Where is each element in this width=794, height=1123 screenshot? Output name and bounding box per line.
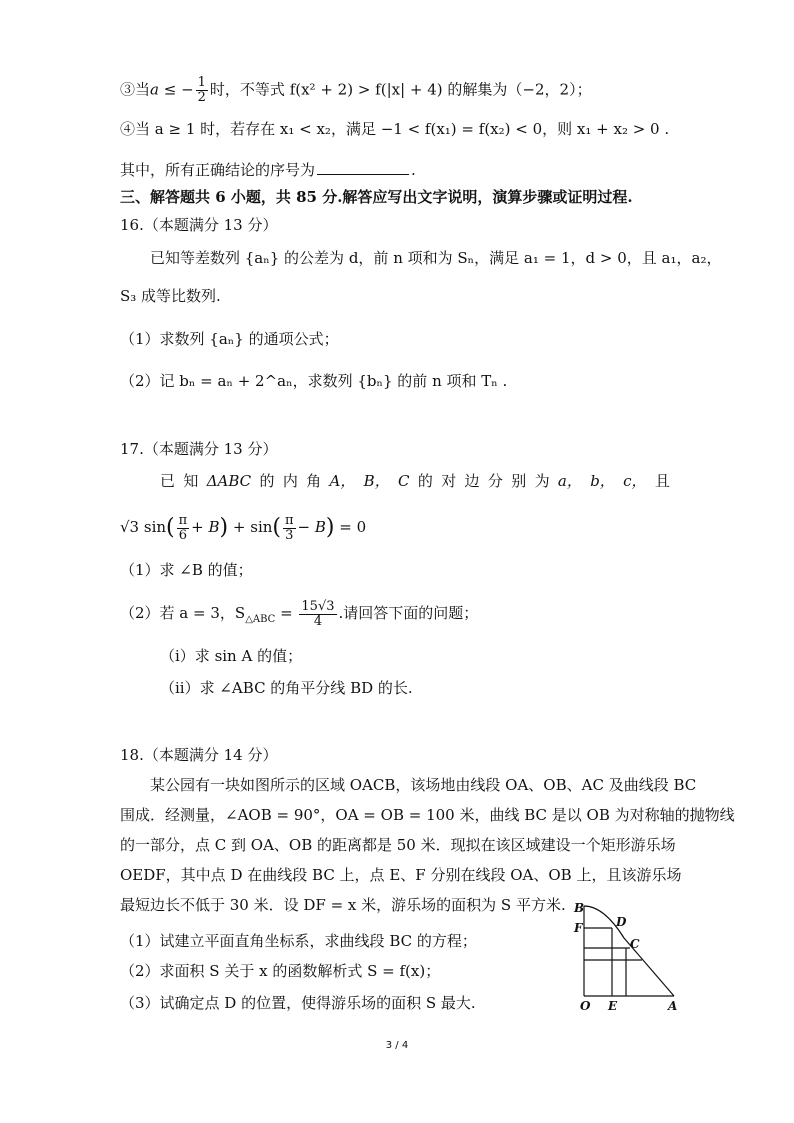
q18-para-line5: 最短边长不低于 30 米．设 DF = x 米，游乐场的面积为 S 平方米. (120, 896, 566, 914)
page-number: 3 / 4 (385, 1040, 409, 1051)
stem-word: A， (329, 472, 356, 490)
eq-coef: √3 sin (120, 518, 167, 536)
q18-header: 18.（本题满分 14 分） (120, 746, 278, 764)
answer-blank[interactable] (317, 160, 409, 175)
fraction-den: 4 (313, 613, 323, 629)
stem-word: 边 (464, 472, 480, 490)
eq-tail: = 0 (339, 518, 367, 536)
eq-mid: + sin (232, 518, 273, 536)
q17-stem-line1 (160, 470, 670, 492)
fraction-den: 2 (197, 90, 206, 105)
stem-word: b， (590, 472, 615, 490)
q15-item3-cond: a ≤ − (150, 80, 194, 99)
q15-prompt-text: 其中，所有正确结论的序号为 (120, 161, 316, 179)
q18-para-line1: 某公园有一块如图所示的区域 OACB，该场地由线段 OA、OB、AC 及曲线段 BC (150, 776, 697, 794)
fraction (196, 76, 208, 105)
stem-word: c， (623, 472, 647, 490)
q17-part2-suffix: .请回答下面的问题； (338, 604, 479, 622)
stem-word: 已 (160, 472, 176, 490)
q18-part2: （2）求面积 S 关于 x 的函数解析式 S = f(x)； (120, 962, 441, 980)
label-e: E (608, 999, 618, 1013)
stem-word: 的 (259, 472, 275, 490)
q17-part2 (120, 598, 478, 635)
q18-figure (572, 898, 682, 1014)
fraction (283, 514, 296, 543)
q17-sub-ii: （ii）求 ∠ABC 的角平分线 BD 的长. (160, 679, 413, 697)
q15-item3-text: 时，不等式 f(x² + 2) > f(|x| + 4) 的解集为（−2，2）； (209, 80, 592, 99)
label-o: O (580, 999, 591, 1013)
stem-word: 内 (282, 472, 298, 490)
paren-close: ) (325, 515, 335, 540)
q18-para-line2: 围成．经测量，∠AOB = 90°，OA = OB = 100 米，曲线 BC 是以 OB 为对称轴的抛物线 (120, 806, 735, 824)
q18-part1: （1）试建立平面直角坐标系，求曲线段 BC 的方程； (120, 932, 477, 950)
eq-term: + B (191, 518, 220, 536)
fraction-den: 3 (285, 527, 294, 543)
q17-part2-prefix: （2）若 a = 3，S (120, 604, 246, 622)
fraction-num: 1 (197, 75, 206, 90)
fraction-num: π (178, 512, 188, 528)
stem-word: ΔABC (206, 472, 252, 490)
fraction (299, 600, 336, 629)
fraction-num: 15√3 (301, 598, 335, 614)
q18-part3: （3）试确定点 D 的位置，使得游乐场的面积 S 最大. (120, 994, 476, 1012)
q16-part2: （2）记 bₙ = aₙ + 2^aₙ，求数列 {bₙ} 的前 n 项和 Tₙ . (120, 372, 508, 390)
paren-open: ( (166, 515, 175, 540)
q17-sub-i: （i）求 sin A 的值； (160, 647, 303, 665)
q15-item3 (120, 76, 592, 105)
paren-close: ) (219, 515, 229, 540)
q16-header: 16.（本题满分 13 分） (120, 216, 278, 234)
q16-stem-line2: S₃ 成等比数列. (120, 287, 221, 305)
stem-word: B， (363, 472, 390, 490)
stem-word: 分 (487, 472, 503, 490)
label-b: B (574, 901, 585, 915)
q17-part2-sub: △ABC (245, 614, 276, 625)
q18-para-line4: OEDF，其中点 D 在曲线段 BC 上，点 E、F 分别在线段 OA、OB 上，且该游乐场 (120, 866, 682, 884)
q17-header: 17.（本题满分 13 分） (120, 440, 278, 458)
fraction-den: 6 (178, 527, 188, 543)
stem-word: 为 (534, 472, 550, 490)
q16-part1: （1）求数列 {aₙ} 的通项公式； (120, 330, 339, 348)
q15-prompt (120, 159, 416, 181)
q15-item4: ④当 a ≥ 1 时，若存在 x₁ < x₂，满足 −1 < f(x₁) = f(x₂) < 0，则 x₁ + x₂ > 0 . (120, 120, 670, 138)
stem-word: 且 (654, 472, 670, 490)
label-c: C (630, 937, 640, 951)
stem-word: 知 (183, 472, 199, 490)
q15-prompt-end: . (411, 161, 416, 179)
q18-para-line3: 的一部分，点 C 到 OA、OB 的距离都是 50 米．现拟在该区域建设一个矩形游乐场 (120, 836, 676, 854)
label-a: A (668, 999, 678, 1013)
q15-item3-prefix: ③当 (120, 80, 151, 99)
stem-word: 角 (306, 472, 322, 490)
q17-part2-eq: = (275, 604, 298, 622)
stem-word: a， (557, 472, 582, 490)
q17-part1: （1）求 ∠B 的值； (120, 561, 253, 579)
q16-stem-line1: 已知等差数列 {aₙ} 的公差为 d，前 n 项和为 Sₙ，满足 a₁ = 1，d > 0，且 a₁，a₂， (150, 249, 722, 267)
fraction (177, 514, 190, 543)
stem-word: 的 (417, 472, 433, 490)
section-3-heading: 三、解答题共 6 小题，共 85 分.解答应写出文字说明，演算步骤或证明过程. (120, 188, 633, 206)
q17-equation (120, 512, 366, 543)
fraction-num: π (285, 512, 294, 528)
stem-word: C (398, 472, 410, 490)
stem-word: 别 (511, 472, 527, 490)
label-d: D (616, 915, 627, 929)
eq-term: − B (297, 518, 326, 536)
stem-word: 对 (441, 472, 457, 490)
label-f: F (574, 921, 583, 935)
paren-open: ( (272, 515, 281, 540)
